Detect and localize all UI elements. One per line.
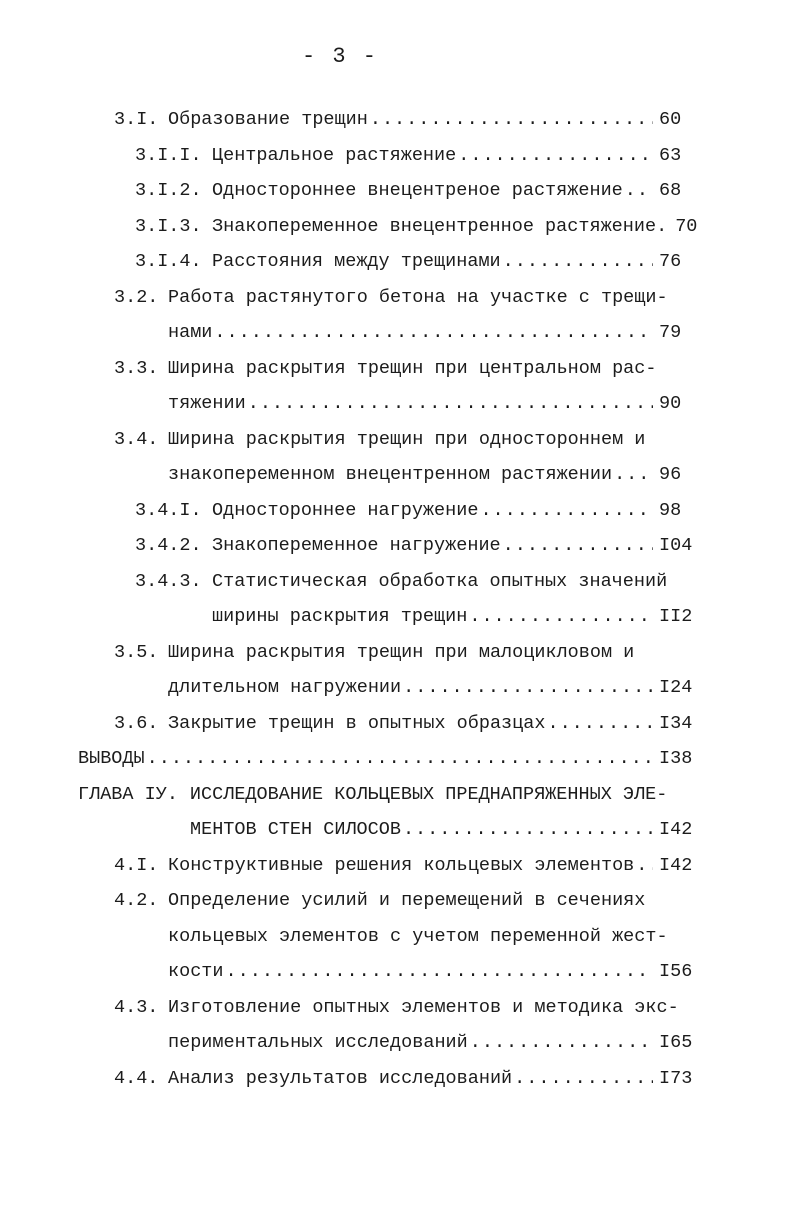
dot-leader — [403, 812, 653, 848]
toc-entry — [0, 138, 793, 174]
toc-entry — [0, 741, 793, 777]
dot-leader — [469, 599, 653, 635]
toc-entry-title: Знакопеременное нагружение — [212, 535, 501, 556]
toc-entry — [0, 564, 793, 600]
toc-entry-page: 96 — [659, 464, 682, 485]
toc-entry — [0, 883, 793, 919]
toc-entry-title: Закрытие трещин в опытных образцах — [168, 712, 546, 734]
toc-entry — [0, 812, 793, 848]
toc-entry-title: кольцевых элементов с учетом переменной жест- — [168, 925, 668, 947]
dot-leader — [226, 954, 653, 990]
toc-entry — [0, 635, 793, 671]
toc-entry — [0, 386, 793, 422]
toc-entry — [0, 102, 793, 138]
dot-leader — [214, 315, 653, 351]
toc-entry-number: 3.4. — [114, 428, 159, 450]
toc-entry-page: I42 — [659, 854, 693, 876]
toc-entry-page: II2 — [659, 606, 693, 627]
dot-leader — [470, 1025, 653, 1061]
toc-entry — [0, 315, 793, 351]
toc-entry-number: 3.2. — [114, 286, 159, 308]
toc-entry — [0, 457, 793, 493]
toc-entry-page: I04 — [659, 535, 693, 556]
toc-entry-number: 3.3. — [114, 357, 159, 379]
toc-entry-title: периментальных исследований — [168, 1032, 468, 1053]
toc-entry-page: 68 — [659, 180, 682, 201]
toc-entry-title: Анализ результатов исследований — [168, 1067, 513, 1089]
toc-entry-page: 90 — [659, 393, 682, 414]
toc-entry-title: Ширина раскрытия трещин при одностороннем и — [168, 428, 646, 450]
toc-entry — [0, 351, 793, 387]
toc-entry — [0, 670, 793, 706]
toc-entry-title: МЕНТОВ СТЕН СИЛОСОВ — [190, 819, 401, 840]
dot-leader — [636, 848, 653, 884]
toc-entry-title: Образование трещин — [168, 109, 368, 130]
toc-entry-number: 4.4. — [114, 1067, 159, 1089]
toc-entry-number: ГЛАВА IУ. — [78, 783, 178, 805]
toc-entry-number: 3.4.2. — [135, 535, 202, 556]
toc-entry-page: 63 — [659, 144, 682, 166]
toc-entry — [0, 1025, 793, 1061]
toc-entry-title: Расстояния между трещинами — [212, 251, 501, 272]
toc-entry — [0, 280, 793, 316]
dot-leader — [147, 741, 653, 777]
dot-leader — [370, 102, 653, 138]
toc-entry — [0, 919, 793, 955]
toc-entry — [0, 209, 793, 245]
toc-entry-title: нами — [168, 322, 213, 343]
toc-entry-page: I34 — [659, 712, 693, 734]
toc-entry — [0, 244, 793, 280]
dot-leader — [503, 528, 653, 564]
toc-entry-page: I42 — [659, 819, 693, 840]
toc-entry — [0, 848, 793, 884]
dot-leader — [248, 386, 653, 422]
toc-entry-title: Знакопеременное внецентренное растяжение. — [212, 215, 668, 237]
toc-entry — [0, 954, 793, 990]
dot-leader — [480, 493, 653, 529]
toc-entry-number: 3.I. — [114, 109, 159, 130]
toc-entry-title: Одностороннее внецентреное растяжение — [212, 180, 623, 201]
dot-leader — [458, 138, 653, 174]
toc-entry-number: 3.6. — [114, 712, 159, 734]
toc-entry-title: Статистическая обработка опытных значений — [212, 570, 668, 592]
toc-entry-title: Определение усилий и перемещений в сечениях — [168, 890, 646, 911]
toc-entry-page: 98 — [659, 499, 682, 521]
toc-entry-title: ВЫВОДЫ — [78, 748, 145, 769]
toc-entry-page: I38 — [659, 748, 693, 769]
toc-entry-number: 3.I.I. — [135, 144, 202, 166]
table-of-contents — [0, 102, 793, 1096]
toc-entry-title: Одностороннее нагружение — [212, 499, 479, 521]
toc-entry — [0, 1061, 793, 1097]
dot-leader — [614, 457, 653, 493]
toc-entry-number: 3.4.I. — [135, 499, 202, 521]
dot-leader — [625, 173, 653, 209]
page-number: - 3 - — [301, 44, 378, 69]
toc-entry-title: длительном нагружении — [168, 677, 402, 698]
toc-entry — [0, 777, 793, 813]
toc-entry — [0, 990, 793, 1026]
toc-entry-title: ширины раскрытия трещин — [212, 606, 468, 627]
toc-entry-title: тяжении — [168, 393, 246, 414]
toc-entry-title: ИССЛЕДОВАНИЕ КОЛЬЦЕВЫХ ПРЕДНАПРЯЖЕННЫХ ЭЛЕ- — [189, 783, 668, 805]
toc-entry-title: Работа растянутого бетона на участке с трещи- — [168, 286, 668, 308]
toc-entry-title: Центральное растяжение — [212, 144, 457, 166]
toc-entry-number: 3.4.3. — [135, 570, 202, 592]
toc-entry-page: 76 — [659, 251, 682, 272]
toc-entry-title: кости — [168, 961, 224, 982]
dot-leader — [503, 244, 653, 280]
toc-entry-title: Ширина раскрытия трещин при центральном рас- — [168, 357, 657, 379]
toc-entry-number: 3.I.4. — [135, 251, 202, 272]
toc-entry-number: 3.5. — [114, 641, 159, 663]
toc-entry-number: 3.I.2. — [135, 180, 202, 201]
toc-entry-title: знакопеременном внецентренном растяжении — [168, 464, 613, 485]
toc-entry-page: I56 — [659, 961, 693, 982]
toc-entry-number: 4.2. — [114, 890, 159, 911]
toc-entry-page: 70 — [675, 215, 698, 237]
dot-leader — [547, 706, 653, 742]
toc-entry-page: I73 — [659, 1067, 693, 1089]
toc-entry — [0, 599, 793, 635]
toc-entry — [0, 528, 793, 564]
toc-entry-title: Изготовление опытных элементов и методика экс- — [168, 996, 679, 1018]
toc-entry-number: 4.3. — [114, 996, 159, 1018]
toc-entry-page: 79 — [659, 322, 682, 343]
dot-leader — [403, 670, 653, 706]
toc-entry-number: 4.I. — [114, 854, 159, 876]
toc-entry-page: I65 — [659, 1032, 693, 1053]
toc-entry — [0, 706, 793, 742]
toc-entry — [0, 422, 793, 458]
toc-entry — [0, 173, 793, 209]
toc-entry-title: Конструктивные решения кольцевых элементов — [168, 854, 635, 876]
toc-entry-page: I24 — [659, 677, 693, 698]
toc-entry-page: 60 — [659, 109, 682, 130]
toc-entry — [0, 493, 793, 529]
toc-entry-number: 3.I.3. — [135, 215, 202, 237]
toc-entry-title: Ширина раскрытия трещин при малоцикловом и — [168, 641, 635, 663]
dot-leader — [514, 1061, 653, 1097]
